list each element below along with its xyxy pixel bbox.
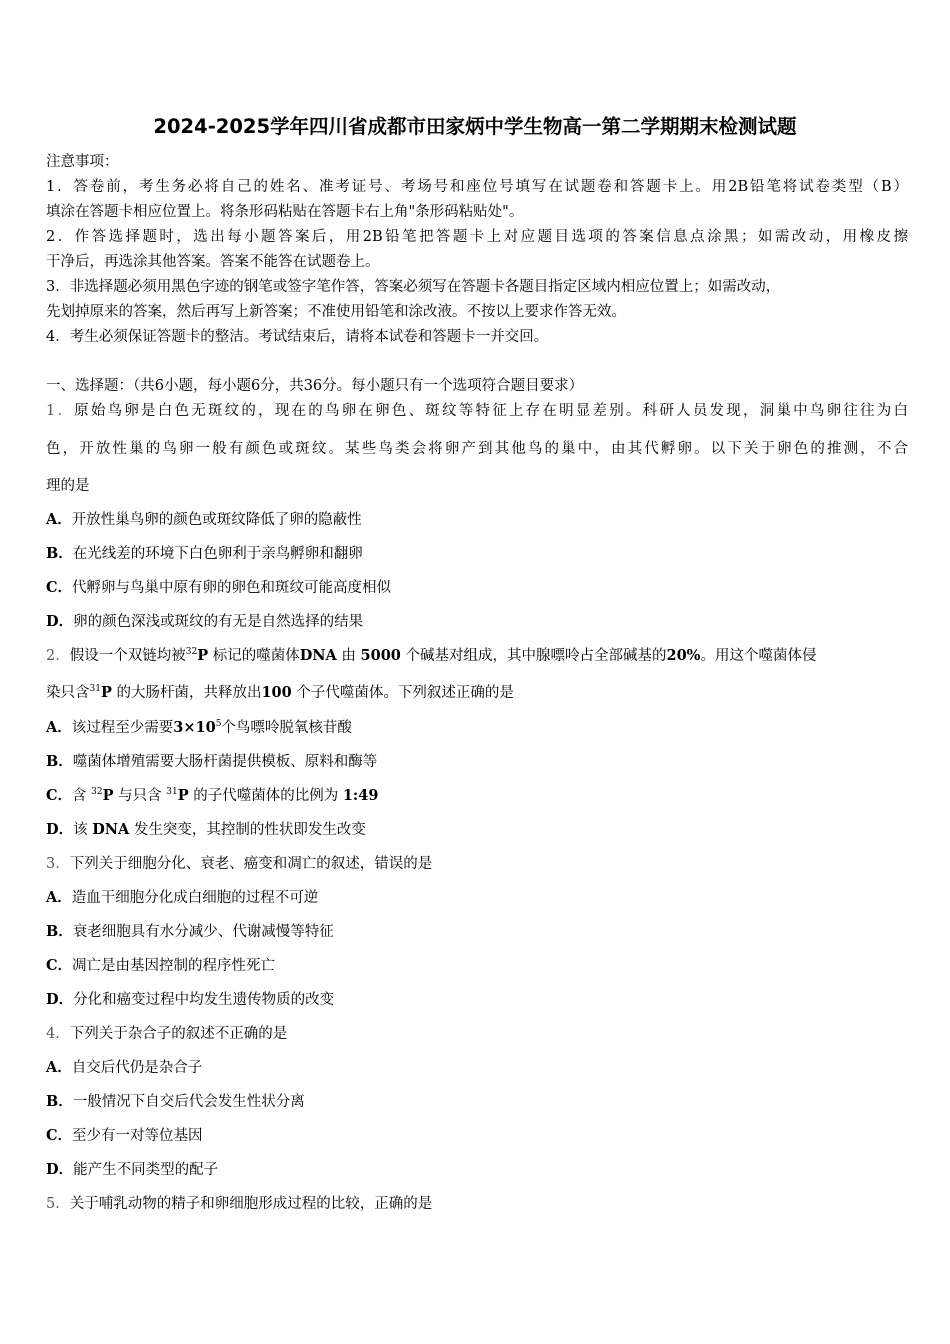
option-text: 能产生不同类型的配子 (73, 1162, 219, 1178)
option-label: B． (46, 1093, 73, 1110)
option-label: C． (46, 1127, 73, 1144)
option-label: B． (46, 753, 73, 770)
option-text: 该过程至少需要 (71, 720, 174, 736)
option-superscript: 5 (215, 719, 222, 729)
q2-number: 2． (46, 648, 70, 664)
option-text: 该 (73, 822, 88, 838)
q2-line-2 (46, 684, 514, 702)
q2-text: 的大肠杆菌，共释放出 (116, 685, 262, 701)
option-text: 在光线差的环境下白色卵利于亲鸟孵卵和翻卵 (72, 546, 363, 562)
option-label: C． (46, 787, 73, 804)
option-superscript: 31 (166, 787, 178, 797)
option-text: 衰老细胞具有水分减少、代谢减慢等特征 (72, 924, 334, 940)
option-text: P (177, 787, 189, 804)
option-text: 自交后代仍是杂合子 (71, 1060, 203, 1076)
q2-text: P (197, 647, 209, 664)
page-title: 2024-2025学年四川省成都市田家炳中学生物高一第二学期期末检测试题 (153, 115, 797, 138)
q1-line-1 (46, 402, 908, 420)
q2-option-b (46, 753, 377, 771)
q1-line-2: 色，开放性巢的鸟卵一般有颜色或斑纹。某些鸟类会将卵产到其他鸟的巢中，由其代孵卵。以下关于卵色的推测，不合 (46, 441, 908, 457)
option-label: C． (46, 579, 73, 596)
option-label: B． (46, 923, 73, 940)
q2-text: 100 (261, 684, 292, 701)
notice-line-3b: 先划掉原来的答案，然后再写上新答案；不准使用铅笔和涂改液。不按以上要求作答无效。 (46, 304, 626, 320)
q2-line-1 (46, 647, 816, 665)
notice-line-4: 4．考生必须保证答题卡的整洁。考试结束后，请将本试卷和答题卡一并交回。 (46, 329, 549, 345)
option-label: D． (46, 821, 74, 838)
option-label: D． (46, 1161, 74, 1178)
option-label: C． (46, 957, 73, 974)
q2-superscript: 31 (89, 684, 101, 694)
notice-heading: 注意事项： (46, 154, 119, 170)
q1-option-c (46, 579, 391, 597)
option-label: D． (46, 991, 74, 1008)
q2-option-a (46, 719, 352, 737)
q2-text: 个碱基对组成，其中腺嘌呤占全部碱基的 (405, 648, 667, 664)
q3-number: 3． (46, 856, 70, 872)
q4-option-c (46, 1127, 203, 1145)
option-text: 开放性巢鸟卵的颜色或斑纹降低了卵的隐蔽性 (71, 512, 362, 528)
q1-option-d (46, 613, 363, 631)
option-text: 含 (72, 788, 87, 804)
q2-superscript: 32 (185, 647, 198, 657)
option-text: 造血干细胞分化成白细胞的过程不可逆 (71, 890, 319, 906)
option-text: 与只含 (118, 788, 162, 804)
q5-stem-text: 关于哺乳动物的精子和卵细胞形成过程的比较，正确的是 (69, 1196, 433, 1212)
option-text: 1:49 (342, 787, 379, 804)
option-text: 一般情况下自交后代会发生性状分离 (72, 1094, 305, 1110)
q2-text: 假设一个双链均被 (69, 648, 186, 664)
q3-option-b (46, 923, 334, 941)
q3-stem (46, 855, 432, 873)
q3-stem-text: 下列关于细胞分化、衰老、癌变和凋亡的叙述，错误的是 (69, 856, 433, 872)
q5-number: 5． (46, 1196, 70, 1212)
q4-stem-text: 下列关于杂合子的叙述不正确的是 (69, 1026, 288, 1042)
option-text: 分化和癌变过程中均发生遗传物质的改变 (73, 992, 335, 1008)
q2-option-d (46, 821, 366, 839)
q1-option-b (46, 545, 363, 563)
option-label: A． (46, 1059, 72, 1076)
q2-text: 5000 (360, 647, 401, 664)
q1-line-3: 理的是 (46, 478, 90, 494)
notice-line-2b: 干净后，再选涂其他答案。答案不能答在试题卷上。 (46, 254, 380, 270)
q1-stem-1: 原始鸟卵是白色无斑纹的，现在的鸟卵在卵色、斑纹等特征上存在明显差别。科研人员发现，洞巢中鸟卵往往为白 (74, 403, 908, 419)
option-text: 代孵卵与鸟巢中原有卵的卵色和斑纹可能高度相似 (72, 580, 392, 596)
notice-line-2a: 2．作答选择题时，选出每小题答案后，用2B铅笔把答题卡上对应题目选项的答案信息点涂黑；如需改动，用橡皮擦 (46, 229, 908, 245)
q4-option-b (46, 1093, 305, 1111)
option-label: A． (46, 719, 72, 736)
option-text: 发生突变，其控制的性状即发生改变 (133, 822, 366, 838)
option-text: 个鸟嘌呤脱氧核苷酸 (221, 720, 352, 736)
option-text: 的子代噬菌体的比例为 (193, 788, 339, 804)
notice-line-3a: 3．非选择题必须用黑色字迹的钢笔或签字笔作答，答案必须写在答题卡各题目指定区域内相应位置上；如需改动， (46, 279, 781, 295)
q4-stem (46, 1025, 287, 1043)
option-text: 3×10 (173, 719, 216, 736)
q3-option-a (46, 889, 318, 907)
option-text: DNA (92, 821, 130, 838)
q3-option-d (46, 991, 334, 1009)
option-label: D． (46, 613, 74, 630)
notice-line-1a: 1．答卷前，考生务必将自己的姓名、准考证号、考场号和座位号填写在试题卷和答题卡上。用2B铅笔将试卷类型（B） (46, 179, 908, 195)
q2-text: DNA (299, 647, 337, 664)
option-text: P (102, 787, 114, 804)
option-label: A． (46, 889, 72, 906)
q4-option-a (46, 1059, 202, 1077)
q2-text: 染只含 (46, 685, 90, 701)
q1-option-a (46, 511, 362, 529)
q4-number: 4． (46, 1026, 70, 1042)
q2-text: 标记的噬菌体 (212, 648, 300, 664)
option-label: A． (46, 511, 72, 528)
q5-stem (46, 1195, 432, 1213)
q2-text: 个子代噬菌体。下列叙述正确的是 (296, 685, 514, 701)
q1-number: 1． (46, 403, 75, 419)
option-text: 噬菌体增殖需要大肠杆菌提供模板、原料和酶等 (72, 754, 378, 770)
q2-text: P (100, 684, 112, 701)
q2-text: 20% (666, 647, 701, 664)
option-text: 凋亡是由基因控制的程序性死亡 (72, 958, 276, 974)
q2-text: 。用这个噬菌体侵 (700, 648, 817, 664)
q4-option-d (46, 1161, 218, 1179)
notice-line-1b: 填涂在答题卡相应位置上。将条形码粘贴在答题卡右上角"条形码粘贴处"。 (46, 204, 524, 220)
q2-option-c (46, 787, 378, 805)
q3-option-c (46, 957, 275, 975)
option-text: 至少有一对等位基因 (72, 1128, 203, 1144)
q2-text: 由 (341, 648, 356, 664)
option-text: 卵的颜色深浅或斑纹的有无是自然选择的结果 (73, 614, 364, 630)
section-heading: 一、选择题：（共6小题，每小题6分，共36分。每小题只有一个选项符合题目要求） (46, 378, 584, 394)
option-label: B． (46, 545, 73, 562)
option-superscript: 32 (91, 787, 103, 797)
